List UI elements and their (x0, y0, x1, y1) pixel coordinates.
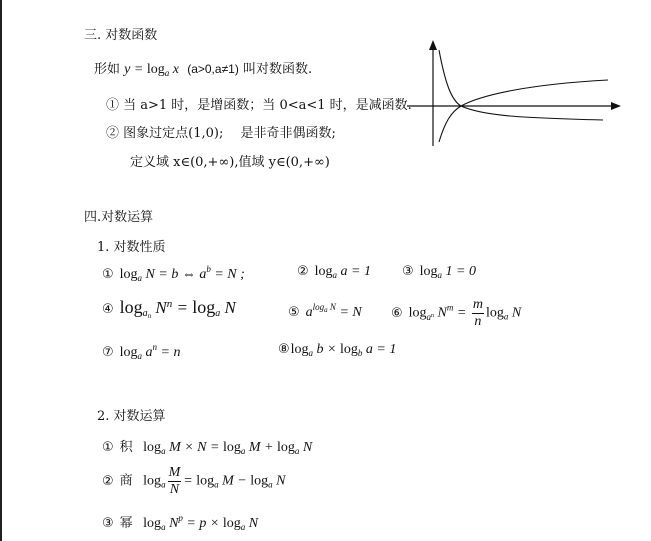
decreasing-log-curve (439, 50, 603, 120)
x-axis-arrow (611, 102, 621, 110)
log-property-6: ⑥ $\log_{a^n} N^m$ = $\frac{m}{n}$ $\log_a N$ (391, 297, 522, 329)
def-suffix: 叫对数函数. (242, 62, 313, 77)
property-fixed-point: ② 图象过定点(1,0); 是非奇非偶函数; (106, 126, 336, 141)
log-function-graph (403, 38, 625, 150)
section-4-title: 四.对数运算 (84, 210, 154, 225)
section-3-title: 三. 对数函数 (84, 28, 158, 43)
log-property-5: ⑤ $a^{log_a N} = N$ (288, 302, 362, 320)
log-property-2: ② $\log_a a = 1$ (297, 264, 371, 280)
log-function-definition (94, 58, 312, 78)
log-product-rule: ① 积 $\log_a M \times N = \log_a M + \log_a N$ (102, 440, 313, 456)
property-monotonic: ① 当 a>1 时，是增函数；当 0<a<1 时，是减函数. (106, 98, 412, 113)
def-prefix: 形如 (94, 62, 121, 77)
log-property-4: ④ $\log_{a_n} N^n = \log_a N$ (102, 297, 236, 320)
def-condition: (a>0,a≠1) (187, 62, 239, 76)
log-quotient-rule: ② 商 $\log_a$ $\frac{M}{N}$ = $\log_a M - \log_a N$ (102, 465, 286, 497)
subsection-log-operations: 2. 对数运算 (97, 409, 166, 424)
left-border (0, 0, 2, 541)
def-formula: $y = \log_a x$ (124, 62, 179, 78)
log-power-rule: ③ 幂 $\log_a N^p = p \times \log_a N$ (102, 513, 259, 532)
y-axis-arrow (429, 40, 437, 50)
increasing-log-curve (439, 80, 608, 142)
subsection-log-properties: 1. 对数性质 (97, 240, 166, 255)
log-property-3: ③ $\log_a 1 = 0$ (402, 264, 476, 280)
property-domain-range: 定义域 x∈(0,+∞),值域 y∈(0,+∞) (130, 155, 330, 170)
log-property-8: $⑧\log_a$ $b \times \log_b a = 1$ (278, 342, 397, 358)
log-property-7: ⑦ $\log_a a^n = n$ (102, 342, 181, 361)
log-property-1: ① $\log_a N = b$ ⇔ $a^b = N$ ; (102, 264, 245, 283)
fraction-m-over-n: $\frac{m}{n}$ (472, 297, 483, 329)
fraction-m-over-n-quotient: $\frac{M}{N}$ (168, 465, 181, 497)
